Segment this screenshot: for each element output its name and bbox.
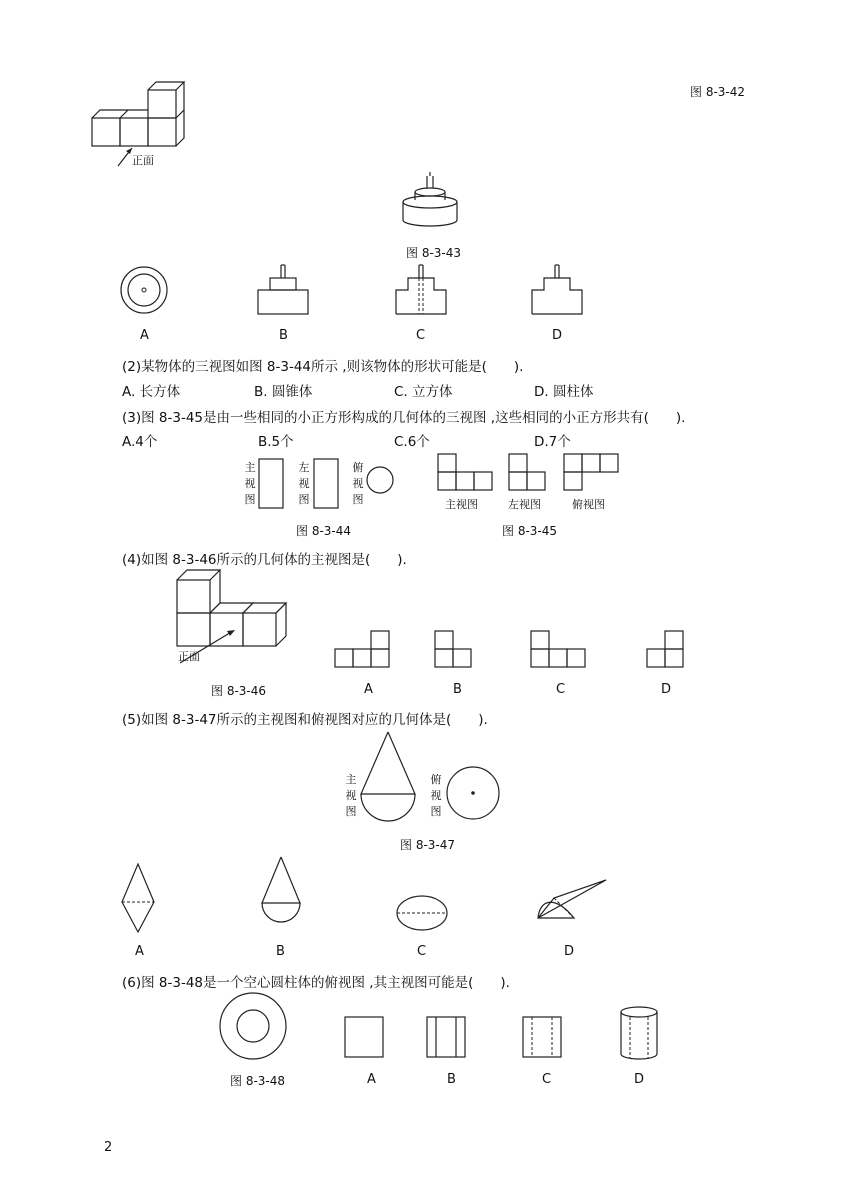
q3-option-a[interactable]: A.4个	[122, 434, 158, 450]
option-46-c-figure	[530, 630, 590, 670]
question-4-text: (4)如图 8-3-46所示的几何体的主视图是( ).	[122, 552, 407, 568]
fig47-top-view	[446, 766, 502, 822]
q3-option-d[interactable]: D.7个	[534, 434, 571, 450]
figure-8-3-43	[402, 172, 462, 232]
fig47-top-label: 俯视图	[430, 773, 442, 818]
caption-8-3-48: 图 8-3-48	[230, 1074, 286, 1088]
option-47-b[interactable]: B	[276, 944, 285, 959]
option-46-b-figure	[434, 630, 474, 670]
front-label-46: 正面	[178, 650, 200, 663]
question-6-text: (6)图 8-3-48是一个空心圆柱体的俯视图 ,其主视图可能是( ).	[122, 975, 510, 991]
option-43-c-figure	[394, 262, 450, 318]
q2-option-b[interactable]: B. 圆锥体	[254, 384, 313, 400]
option-48-d[interactable]: D	[634, 1072, 645, 1087]
option-48-c[interactable]: C	[542, 1072, 552, 1087]
option-43-a-figure	[120, 266, 170, 316]
fig44-top-label: 俯视图	[352, 461, 364, 506]
option-46-a[interactable]: A	[364, 682, 373, 697]
option-46-b[interactable]: B	[453, 682, 462, 697]
fig44-front-label: 主视图	[244, 461, 256, 506]
question-3-text: (3)图 8-3-45是由一些相同的小正方形构成的几何体的三视图 ,这些相同的小正方形共有( ).	[122, 410, 686, 426]
fig45-left-view	[508, 453, 548, 493]
fig45-front-view	[437, 453, 493, 493]
fig45-top-label: 俯视图	[572, 498, 605, 511]
q2-option-d[interactable]: D. 圆柱体	[534, 384, 594, 400]
q3-option-c[interactable]: C.6个	[394, 434, 430, 450]
fig44-front-view	[258, 458, 288, 512]
fig45-front-label: 主视图	[445, 498, 478, 511]
option-48-a[interactable]: A	[367, 1072, 376, 1087]
option-46-d[interactable]: D	[661, 682, 672, 697]
question-5-text: (5)如图 8-3-47所示的主视图和俯视图对应的几何体是( ).	[122, 712, 488, 728]
caption-8-3-44: 图 8-3-44	[296, 524, 352, 538]
option-43-b-figure	[256, 262, 312, 318]
q2-option-a[interactable]: A. 长方体	[122, 384, 181, 400]
option-48-a-figure	[344, 1016, 386, 1060]
q2-option-c[interactable]: C. 立方体	[394, 384, 453, 400]
figure-8-3-48	[219, 992, 289, 1062]
fig47-front-view	[359, 730, 419, 824]
caption-8-3-42: 图 8-3-42	[690, 85, 746, 99]
option-48-d-figure	[620, 1006, 662, 1062]
caption-8-3-45: 图 8-3-45	[502, 524, 558, 538]
option-46-a-figure	[334, 630, 394, 670]
fig44-left-view	[313, 458, 343, 512]
fig44-top-view	[366, 466, 396, 496]
option-47-b-figure	[260, 855, 304, 927]
option-43-d[interactable]: D	[552, 328, 563, 343]
option-48-b[interactable]: B	[447, 1072, 456, 1087]
option-47-a[interactable]: A	[135, 944, 144, 959]
fig45-left-label: 左视图	[508, 498, 541, 511]
option-47-c[interactable]: C	[417, 944, 427, 959]
page-number: 2	[104, 1140, 113, 1155]
option-47-d-figure	[534, 878, 610, 922]
caption-8-3-43: 图 8-3-43	[406, 246, 462, 260]
option-46-d-figure	[646, 630, 686, 670]
caption-8-3-47: 图 8-3-47	[400, 838, 456, 852]
option-43-b[interactable]: B	[279, 328, 288, 343]
fig47-front-label: 主视图	[345, 773, 357, 818]
option-46-c[interactable]: C	[556, 682, 566, 697]
option-47-d[interactable]: D	[564, 944, 575, 959]
fig45-top-view	[563, 453, 619, 493]
option-43-a[interactable]: A	[140, 328, 149, 343]
question-2-text: (2)某物体的三视图如图 8-3-44所示 ,则该物体的形状可能是( ).	[122, 359, 524, 375]
option-47-a-figure	[120, 862, 160, 934]
fig44-left-label: 左视图	[298, 461, 310, 506]
option-43-d-figure	[530, 262, 586, 318]
caption-8-3-46: 图 8-3-46	[211, 684, 267, 698]
option-48-b-figure	[426, 1016, 468, 1060]
option-43-c[interactable]: C	[416, 328, 426, 343]
q3-option-b[interactable]: B.5个	[258, 434, 294, 450]
option-48-c-figure	[522, 1016, 564, 1060]
front-label-42: 正面	[132, 154, 154, 167]
option-47-c-figure	[396, 894, 452, 934]
